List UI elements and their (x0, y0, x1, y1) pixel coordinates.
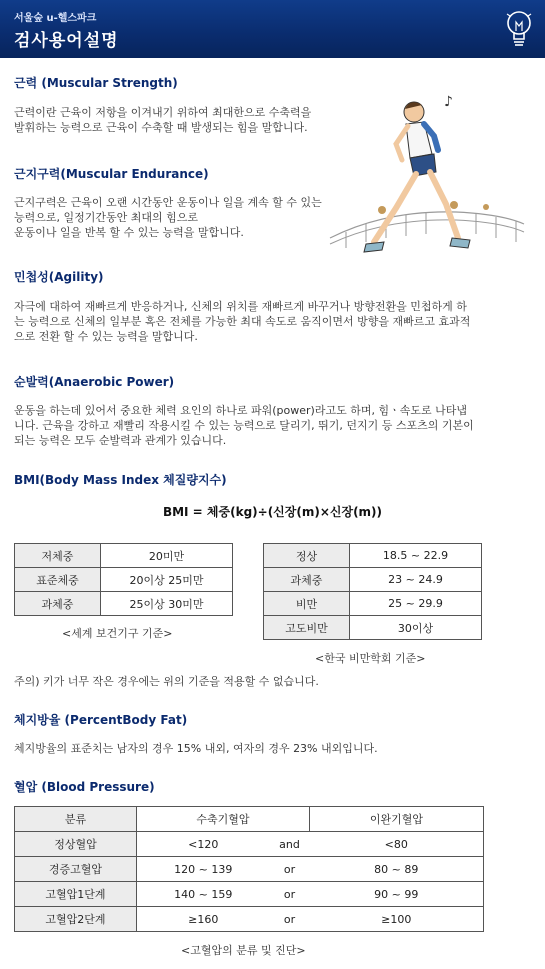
text-line: 근지구력은 근육이 오랜 시간동안 운동이나 일을 계속 할 수 있는 (14, 196, 322, 209)
section-title-strength: 근력 (Muscular Strength) (14, 76, 178, 90)
table-cell: 140 ~ 159 (137, 882, 270, 907)
text-line: 발휘하는 능력으로 근육이 수축할 때 발생되는 힘을 말합니다. (14, 121, 308, 134)
section-text-power (14, 403, 534, 448)
table-cell: 정상혈압 (15, 832, 137, 857)
table-row (15, 592, 233, 616)
table-row (15, 857, 484, 882)
page-title: 검사용어설명 (14, 31, 119, 51)
table-row (264, 616, 482, 640)
text-line: 운동을 하는데 있어서 중요한 체력 요인의 하나로 파워(power)라고도 하며, 힘ㆍ속도로 나타냅 (14, 404, 467, 417)
table-cell: 비만 (264, 592, 350, 616)
site-name: 서울숲 u-헬스파크 (14, 13, 97, 24)
table-cell: <80 (310, 832, 484, 857)
table-cell: 120 ~ 139 (137, 857, 270, 882)
section-text-agility (14, 299, 534, 344)
text-line: 으로 전환 할 수 있는 능력을 말합니다. (14, 330, 198, 343)
table-row (15, 832, 484, 857)
table-cell: 80 ~ 89 (310, 857, 484, 882)
bmi-who-table (14, 543, 233, 616)
section-title-fat: 체지방율 (PercentBody Fat) (14, 713, 188, 727)
table-cell: 25 ~ 29.9 (350, 592, 482, 616)
table-cell: 90 ~ 99 (310, 882, 484, 907)
table-row (264, 544, 482, 568)
table-cell: 20미만 (101, 544, 233, 568)
walking-man-illustration (326, 92, 526, 264)
section-title-bmi: BMI(Body Mass Index 체질량지수) (14, 473, 227, 487)
bp-caption: <고혈압의 분류 및 진단> (181, 944, 306, 957)
table-row (15, 568, 233, 592)
text-line: 자극에 대하여 재빠르게 반응하거나, 신체의 위치를 재빠르게 바꾸거나 방향전환을 민첩하게 하 (14, 300, 467, 313)
lightbulb-icon (505, 8, 533, 52)
table-cell: 정상 (264, 544, 350, 568)
table-row (15, 544, 233, 568)
table-cell: or (270, 907, 310, 932)
svg-text:♪: ♪ (444, 94, 453, 110)
section-title-agility: 민첩성(Agility) (14, 270, 104, 284)
bmi-note: 주의) 키가 너무 작은 경우에는 위의 기준을 적용할 수 없습니다. (14, 675, 319, 688)
table-cell: 저체중 (15, 544, 101, 568)
table-cell: 경증고혈압 (15, 857, 137, 882)
section-title-bp: 혈압 (Blood Pressure) (14, 780, 155, 794)
table-header: 수축기혈압 (137, 807, 310, 832)
table-cell: and (270, 832, 310, 857)
text-line: 는 능력으로 신체의 일부분 혹은 전체를 가능한 최대 속도로 움직이면서 방향을 재빠르고 효과적 (14, 315, 471, 328)
table-cell: 고도비만 (264, 616, 350, 640)
table-cell: 과체중 (15, 592, 101, 616)
bmi-kr-caption: <한국 비만학회 기준> (315, 652, 426, 665)
text-line: 되는 능력은 모두 순발력과 관계가 있습니다. (14, 434, 227, 447)
table-row (15, 882, 484, 907)
table-row (264, 592, 482, 616)
table-row (15, 907, 484, 932)
bmi-who-caption: <세계 보건기구 기준> (62, 627, 173, 640)
text-line: 운동이나 일을 반복 할 수 있는 능력을 말합니다. (14, 226, 244, 239)
section-text-fat: 체지방율의 표준치는 남자의 경우 15% 내외, 여자의 경우 23% 내외입니다. (14, 742, 378, 755)
table-cell: 고혈압1단계 (15, 882, 137, 907)
table-header: 이완기혈압 (310, 807, 484, 832)
table-cell: 23 ~ 24.9 (350, 568, 482, 592)
section-title-power: 순발력(Anaerobic Power) (14, 375, 175, 389)
table-cell: 30이상 (350, 616, 482, 640)
text-line: 니다. 근육을 강하고 재빨리 작용시킬 수 있는 능력으로 달리기, 뛰기, 던지기 등 스포츠의 기본이 (14, 419, 474, 432)
page-header (0, 0, 545, 58)
text-line: 능력으로, 일정기간동안 최대의 힘으로 (14, 211, 199, 224)
table-cell: ≥160 (137, 907, 270, 932)
section-title-endurance: 근지구력(Muscular Endurance) (14, 167, 209, 181)
bmi-kr-table (263, 543, 482, 640)
table-cell: 18.5 ~ 22.9 (350, 544, 482, 568)
table-cell: or (270, 857, 310, 882)
table-cell: or (270, 882, 310, 907)
blood-pressure-table (14, 806, 484, 932)
table-cell: 고혈압2단계 (15, 907, 137, 932)
section-text-strength (14, 105, 311, 135)
text-line: 근력이란 근육이 저항을 이겨내기 위하여 최대한으로 수축력을 (14, 106, 312, 119)
table-cell: <120 (137, 832, 270, 857)
table-cell: 과체중 (264, 568, 350, 592)
table-header-row (15, 807, 484, 832)
table-cell: 표준체중 (15, 568, 101, 592)
table-cell: ≥100 (310, 907, 484, 932)
section-text-endurance (14, 195, 322, 240)
bmi-formula: BMI = 체중(kg)÷(신장(m)×신장(m)) (162, 505, 383, 519)
table-cell: 25이상 30미만 (101, 592, 233, 616)
table-header: 분류 (15, 807, 137, 832)
table-cell: 20이상 25미만 (101, 568, 233, 592)
table-row (264, 568, 482, 592)
